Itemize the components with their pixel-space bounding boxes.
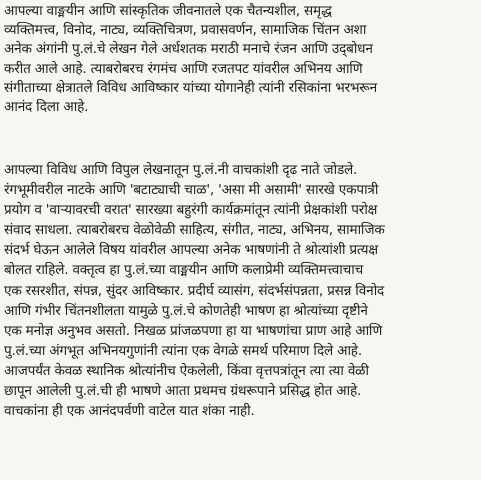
paragraph-2-line: रंगभूमीवरील नाटके आणि 'बटाट्याची चाळ', 'असा मी असामी' सारखे एकपात्री — [4, 182, 379, 199]
paragraph-2-line: वाचकांना ही एक आनंदपर्वणी वाटेल यात शंका नाही. — [4, 403, 255, 420]
paragraph-2-line: आजपर्यंत केवळ स्थानिक श्रोत्यांनीच ऐकलेली, किंवा वृत्तपत्रांतून त्या त्या वेळी — [4, 362, 369, 379]
paragraph-2-line: संवाद साधला. त्याबरोबरच वेळोवेळी साहित्य, संगीत, नाट्य, अभिनय, सामाजिक — [4, 222, 385, 239]
paragraph-2-line: आणि गंभीर चिंतनशीलता यामुळे पु.लं.चे कोणतेही भाषण हा श्रोत्यांच्या दृष्टीने — [4, 302, 368, 319]
paragraph-1 — [4, 2, 476, 117]
paragraph-1-line: व्यक्तिमत्त्व, विनोद, नाट्य, व्यक्तिचित्रण, प्रवासवर्णन, सामाजिक चिंतन अशा — [4, 22, 367, 39]
paragraph-2-line: छापून आलेली पु.लं.ची ही भाषणे आता प्रथमच ग्रंथरूपाने प्रसिद्ध होत आहे. — [4, 383, 362, 400]
paragraph-1-line: करीत आले आहे. त्याबरोबरच रंगमंच आणि रजतपट यांवरील अभिनय आणि — [4, 60, 363, 77]
paragraph-1-line: आनंद दिला आहे. — [4, 98, 89, 115]
paragraph-2-line: आपल्या विविध आणि विपुल लेखनातून पु.लं.नी वाचकांशी दृढ नाते जोडले. — [4, 162, 358, 178]
paragraph-2-line: संदर्भ घेऊन आलेले विषय यांवरील आपल्या अनेक भाषणांनी ते श्रोत्यांशी प्रत्यक्ष — [4, 242, 378, 259]
paragraph-1-line: आपल्या वाङ्मयीन आणि सांस्कृतिक जीवनातले एक चैतन्यशील, समृद्ध — [4, 3, 332, 19]
paragraph-2-line: पु.लं.च्या अंगभूत अभिनयगुणांनी त्यांना एक वेगळे समर्थ परिमाण दिले आहे. — [4, 342, 362, 359]
paragraph-2-line: एक रसरशीत, संपन्न, सुंदर आविष्कार. प्रदीर्घ व्यासंग, संदर्भसंपन्नता, प्रसन्न विनोद — [4, 282, 385, 299]
paragraph-1-line: संगीताच्या क्षेत्रातले विविध आविष्कार यांच्या योगानेही त्यांनी रसिकांना भरभरून — [4, 79, 378, 96]
paragraph-2 — [4, 160, 476, 421]
paragraph-2-line: प्रयोग व 'वाऱ्यावरची वरात' सारख्या बहुरंगी कार्यक्रमांतून त्यांनी प्रेक्षकांशी परोक्ष — [4, 202, 378, 219]
paragraph-2-line: एक मनोज्ञ अनुभव असतो. निखळ प्रांजळपणा हा या भाषणांचा प्राण आहे आणि — [4, 322, 383, 339]
paragraph-1-line: अनेक अंगांनी पु.लं.चे लेखन गेले अर्धशतक मराठी मनाचे रंजन आणि उद्‍बोधन — [4, 41, 373, 58]
paragraph-2-line: बोलत राहिले. वक्तृत्व हा पु.लं.च्या वाङ्मयीन आणि कलाप्रेमी व्यक्तिमत्त्वाचाच — [4, 262, 363, 279]
